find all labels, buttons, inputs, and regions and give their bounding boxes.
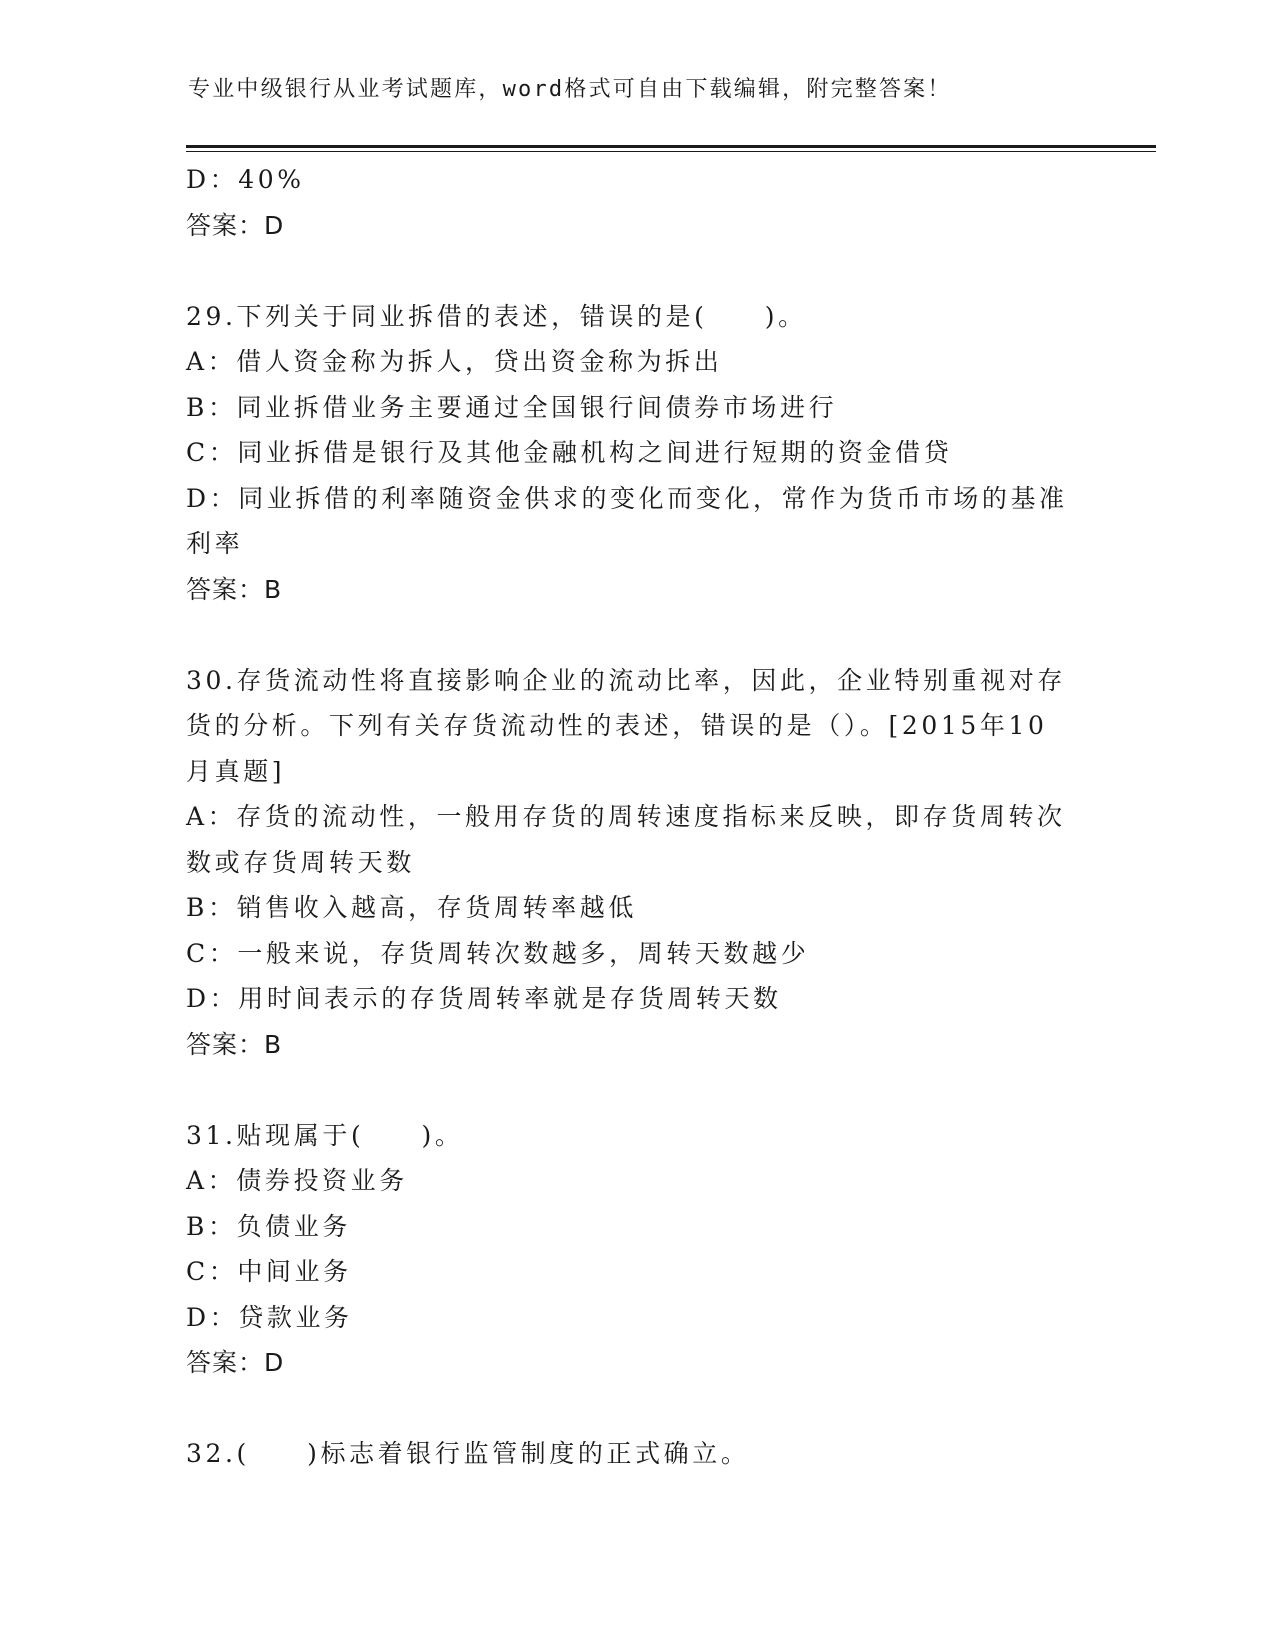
option-a: A：债券投资业务 [186, 1166, 408, 1195]
question-30 [186, 658, 1086, 1068]
option-a: A：存货的流动性，一般用存货的周转速度指标来反映，即存货周转次 [186, 802, 1066, 831]
option-d-continued: 利率 [186, 529, 244, 558]
question-stem-line: 月真题] [186, 756, 286, 786]
question-stem-line: 31.贴现属于( )。 [186, 1120, 464, 1150]
prev-option-d: D：40% [186, 165, 305, 194]
spacer [186, 1386, 1086, 1432]
answer: 答案：D [186, 1348, 285, 1377]
header-rule-thin [186, 151, 1156, 152]
spacer [186, 612, 1086, 658]
option-b: B：负债业务 [186, 1211, 351, 1241]
question-stem-line: 29.下列关于同业拆借的表述，错误的是( )。 [186, 301, 807, 331]
spacer [186, 248, 1086, 294]
option-d: D：同业拆借的利率随资金供求的变化而变化，常作为货币市场的基准 [186, 483, 1068, 513]
option-a-continued: 数或存货周转天数 [186, 847, 415, 877]
question-29 [186, 294, 1086, 613]
option-d: D：贷款业务 [186, 1302, 353, 1332]
question-stem-line: 30.存货流动性将直接影响企业的流动比率，因此，企业特别重视对存 [186, 665, 1066, 695]
question-32 [186, 1431, 1086, 1477]
option-d: D：用时间表示的存货周转率就是存货周转天数 [186, 984, 782, 1013]
option-c: C：一般来说，存货周转次数越多，周转天数越少 [186, 938, 810, 968]
option-b: B：销售收入越高，存货周转率越低 [186, 893, 637, 922]
spacer [186, 1067, 1086, 1113]
page-header: 专业中级银行从业考试题库，word格式可自由下载编辑，附完整答案！ [188, 77, 952, 102]
question-stem-line: 32.( )标志着银行监管制度的正式确立。 [186, 1439, 750, 1468]
question-content [186, 157, 1086, 1477]
answer: 答案：B [186, 1029, 283, 1059]
question-31 [186, 1113, 1086, 1386]
header-rule-thick [186, 145, 1156, 148]
answer: 答案：B [186, 574, 283, 604]
prev-answer: 答案：D [186, 210, 285, 240]
question-stem-line: 货的分析。下列有关存货流动性的表述，错误的是（）。[2015年10 [186, 711, 1048, 740]
option-c: C：中间业务 [186, 1257, 352, 1286]
option-b: B：同业拆借业务主要通过全国银行间债券市场进行 [186, 392, 838, 422]
option-a: A：借人资金称为拆人，贷出资金称为拆出 [186, 347, 723, 376]
option-c: C：同业拆借是银行及其他金融机构之间进行短期的资金借贷 [186, 438, 953, 467]
